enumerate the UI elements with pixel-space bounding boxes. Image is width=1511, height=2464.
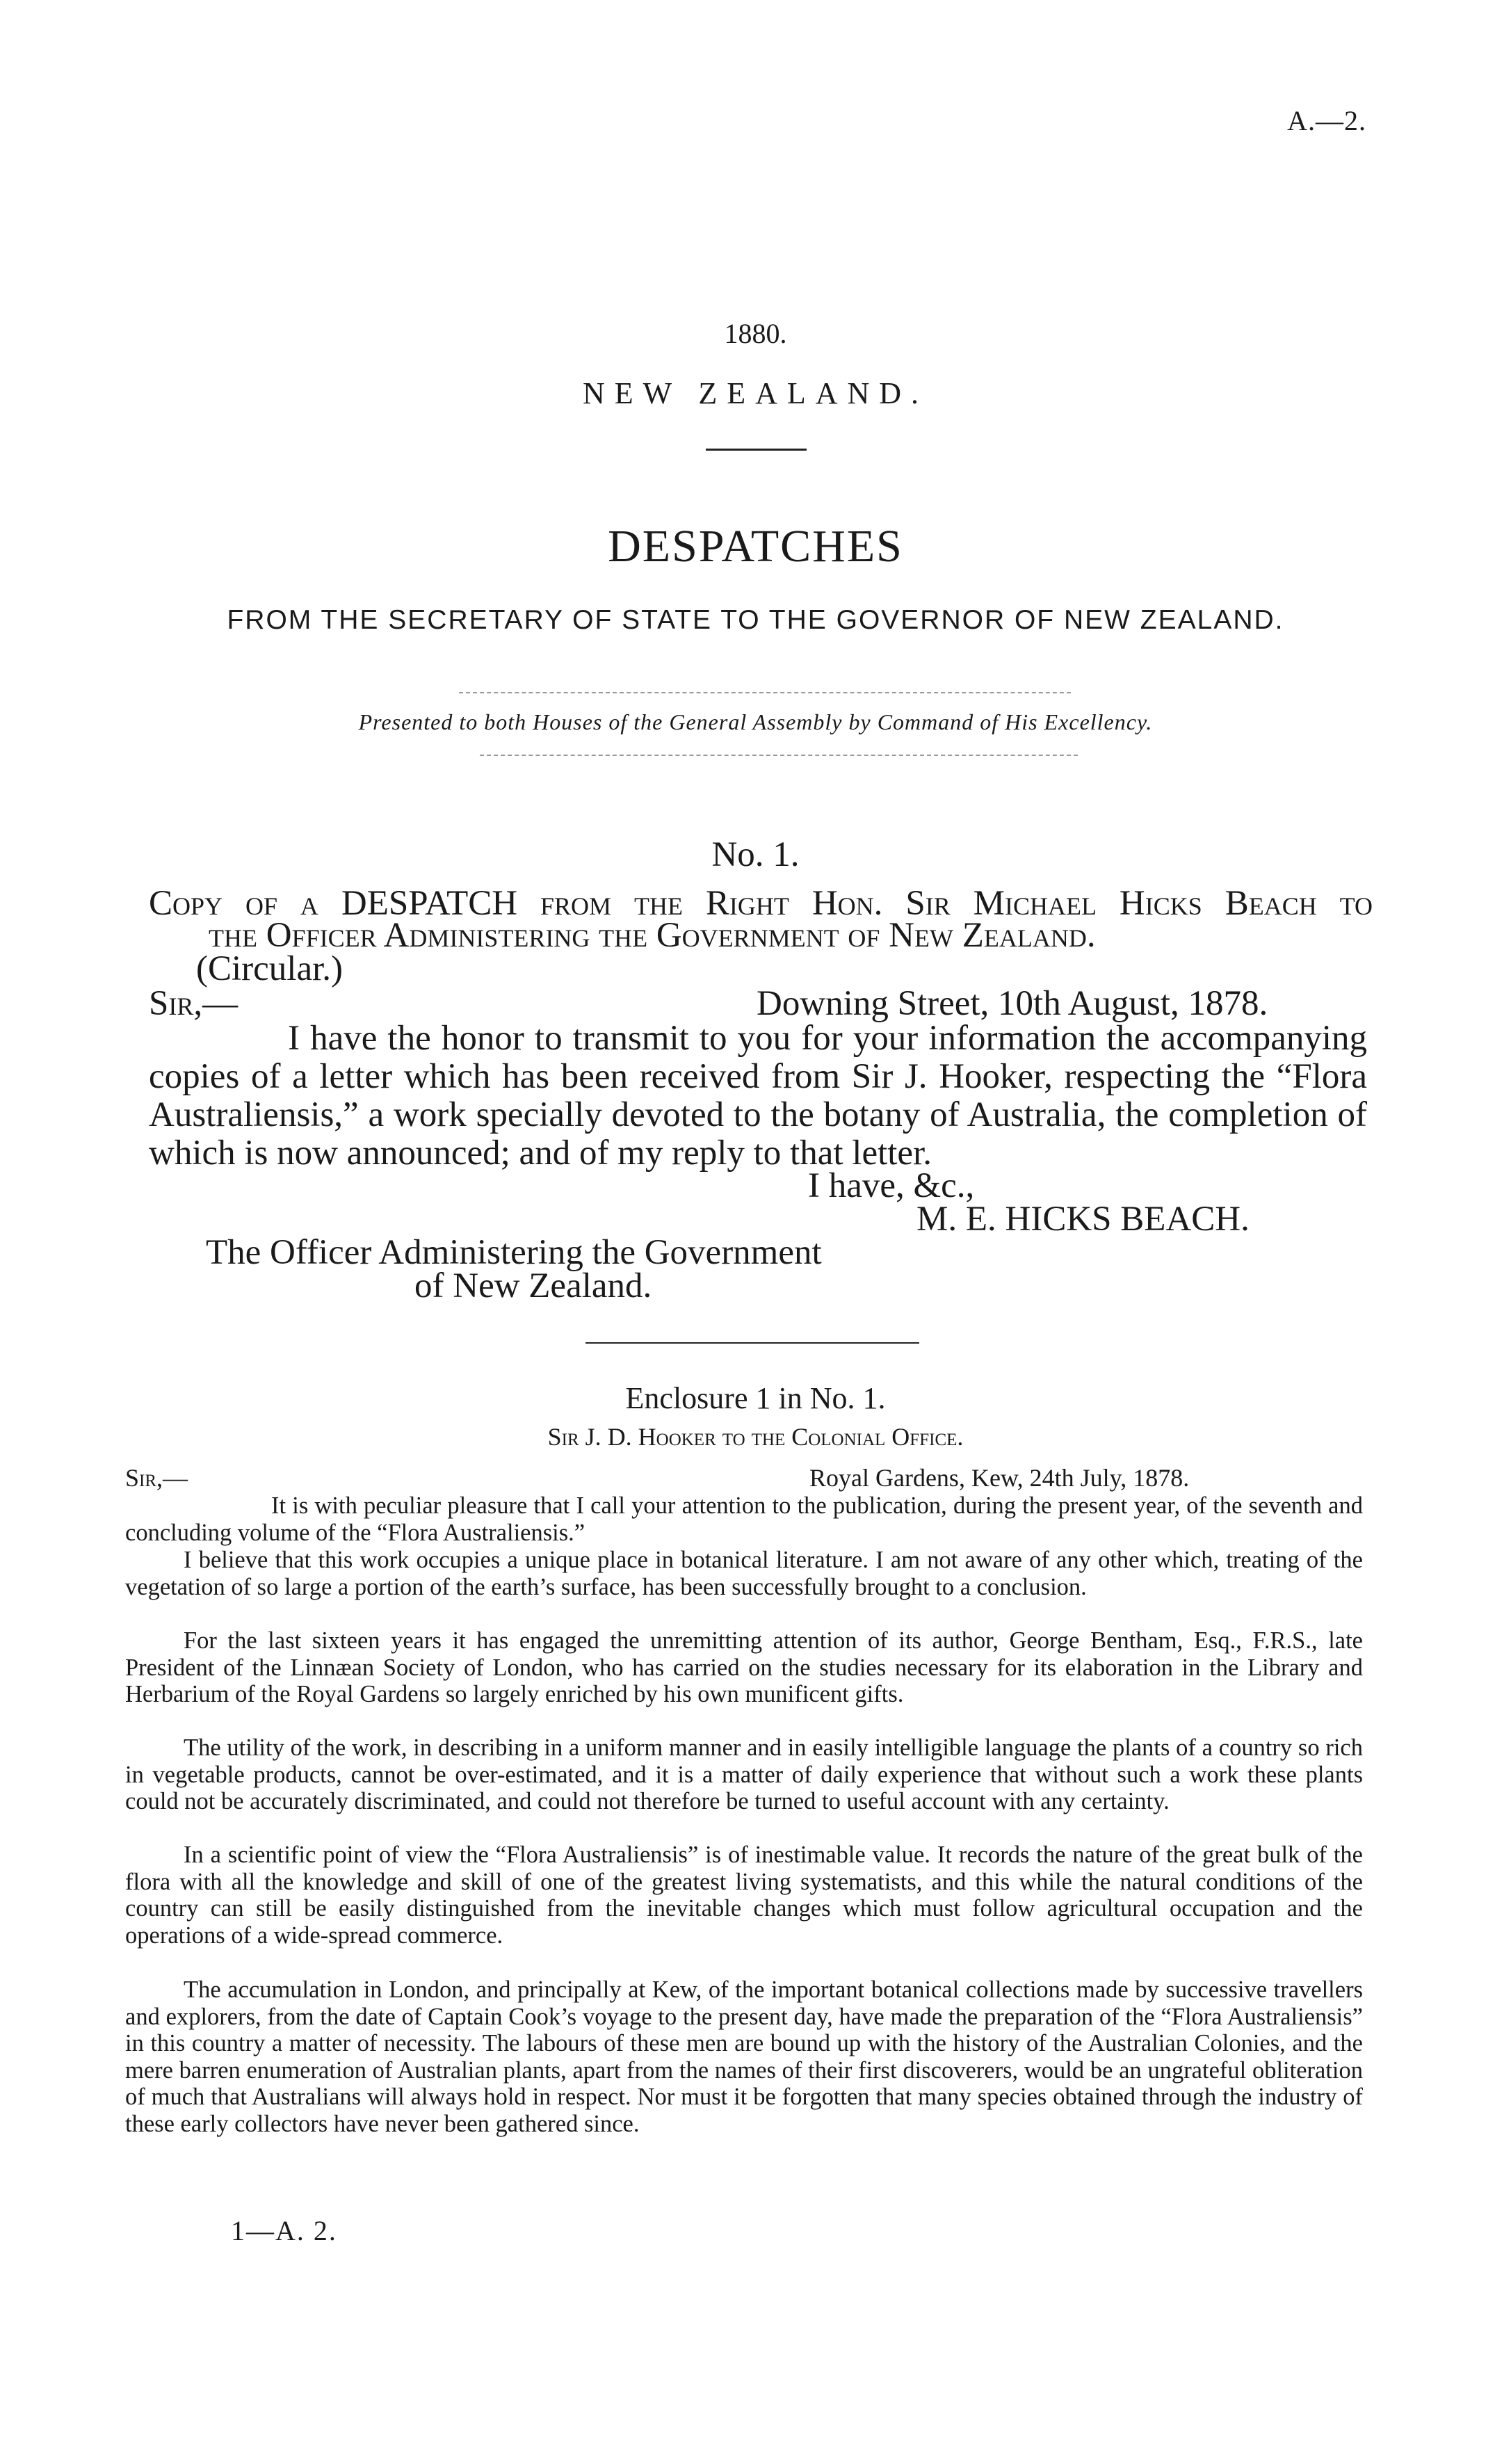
despatch-body: I have the honor to transmit to you for your information the accompanying copies of a letter which has been received from Sir J. Hooker, respecting the “Flora Australiensis,” a work specially devoted to the botany of Australia, the completion of which is now announced; and of my reply to that letter.	[149, 1019, 1367, 1173]
closing: I have, &c.,	[808, 1166, 975, 1205]
enclosure-salutation: Sir,—	[125, 1464, 188, 1492]
enclosure-from-to: Sir J. D. Hooker to the Colonial Office.	[547, 1423, 964, 1451]
page-title: DESPATCHES	[608, 521, 903, 572]
enclosure-paragraph-2: I believe that this work occupies a unique place in botanical literature. I am not aware of any other which, treating of the vegetation of so large a portion of the earth’s surface, has been successfully brought to a conclusion.	[125, 1547, 1363, 1600]
country: NEW ZEALAND.	[582, 376, 929, 410]
salutation: Sir,—	[149, 984, 239, 1023]
page-ref-top: A.—2.	[1287, 105, 1366, 136]
title-divider-top	[706, 449, 807, 451]
enclosure-paragraph-6: The accumulation in London, and principally at Kew, of the important botanical collections made by successive travellers and explorers, from the date of Captain Cook’s voyage to the present day, have made the preparation of the “Flora Australiensis” in this country a matter of necessity. The labours of these men are bound up with the history of the Australian Colonies, and the mere barren enumeration of Australian plants, apart from the names of their first discoverers, would be an ungrateful obliteration of much that Australians will always hold in respect. Nor must it be forgotten that many species obtained through the industry of these early collectors have never been gathered since.	[125, 1976, 1363, 2137]
enclosure-paragraph-4: The utility of the work, in describing in a uniform manner and in easily intelligible language the plants of a country so rich in vegetable products, cannot be over-estimated, and it is a matter of daily experience that without such a work these plants could not be accurately discriminated, and could not therefore be turned to useful account with any certainty.	[125, 1734, 1363, 1814]
despatch-line-1: Copy of a DESPATCH from the Right Hon. Sir Michael Hicks Beach to	[149, 884, 1373, 923]
enclosure-heading: Enclosure 1 in No. 1.	[625, 1381, 886, 1415]
footer-ref: 1—A. 2.	[231, 2215, 337, 2246]
section-divider	[585, 1342, 919, 1344]
addressee-line-2: of New Zealand.	[414, 1266, 652, 1305]
subtitle: FROM THE SECRETARY OF STATE TO THE GOVERNOR OF NEW ZEALAND.	[227, 605, 1284, 635]
presented-line: Presented to both Houses of the General Assembly by Command of His Excellency.	[358, 709, 1153, 734]
place-date: Downing Street, 10th August, 1878.	[757, 984, 1268, 1023]
enclosure-paragraph-5: In a scientific point of view the “Flora Australiensis” is of inestimable value. It records the nature of the great bulk of the flora with all the knowledge and skill of one of the greatest living systematists, and this while the natural conditions of the country can still be easily distinguished from the inevitable changes which must follow agricultural occupation and the operations of a wide-spread commerce.	[125, 1842, 1363, 1949]
signature: M. E. HICKS BEACH.	[916, 1200, 1250, 1239]
enclosure-place-date: Royal Gardens, Kew, 24th July, 1878.	[809, 1464, 1190, 1492]
circular-label: (Circular.)	[196, 949, 343, 988]
enclosure-paragraph-3: For the last sixteen years it has engaged the unremitting attention of its author, George Bentham, Esq., F.R.S., late President of the Linnæan Society of London, who has carried on the studies necessary for its elaboration in the Library and Herbarium of the Royal Gardens so largely enriched by his own munificent gifts.	[125, 1627, 1363, 1707]
presented-rule-top	[459, 692, 1071, 693]
presented-rule-bottom	[480, 755, 1078, 756]
despatch-line-2: the Officer Administering the Government of New Zealand.	[209, 916, 1096, 955]
enclosure-paragraph-1: It is with peculiar pleasure that I call your attention to the publication, during the present year, of the seventh and concluding volume of the “Flora Australiensis.”	[125, 1492, 1363, 1546]
year: 1880.	[724, 318, 787, 349]
addressee-line-1: The Officer Administering the Government	[206, 1233, 822, 1272]
no1-heading: No. 1.	[711, 835, 800, 874]
